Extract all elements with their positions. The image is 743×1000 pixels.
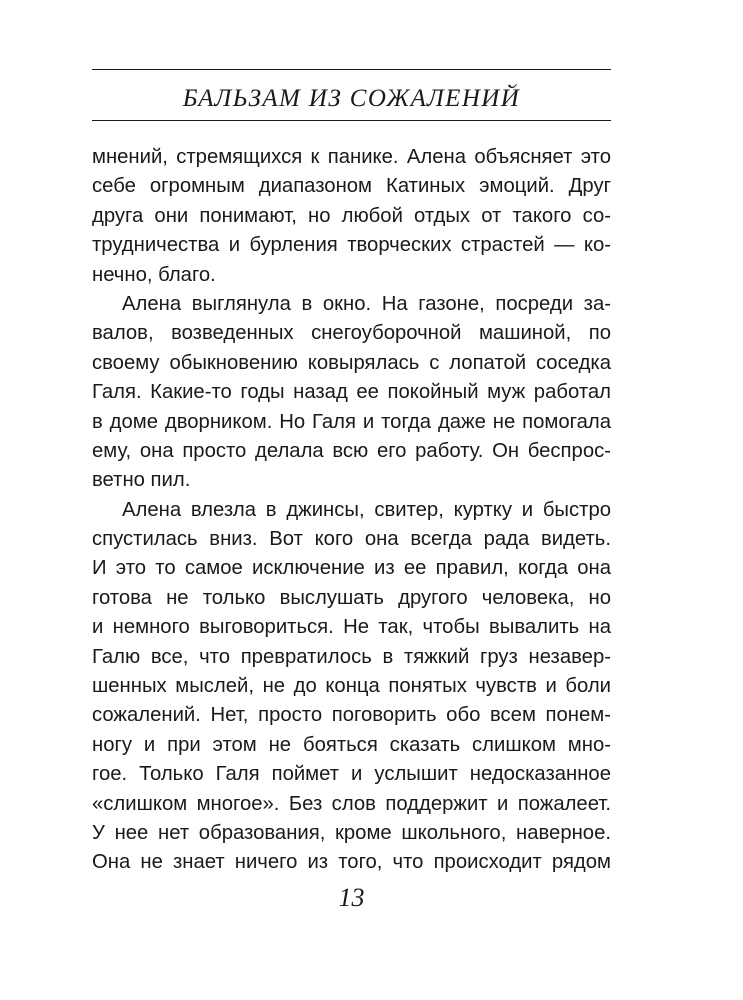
text-line: гое. Только Галя поймет и услышит недосказанное (92, 763, 611, 786)
text-line: шенных мыслей, не до конца понятых чувств и боли (92, 675, 611, 698)
header-rule-bottom (92, 120, 611, 121)
header-rule-top (92, 69, 611, 70)
body-text (92, 143, 611, 878)
text-line: в доме дворником. Но Галя и тогда даже не помогала (92, 410, 611, 433)
text-line: и немного выговориться. Не так, чтобы вывалить на (92, 616, 611, 639)
text-line: ему, она просто делала всю его работу. Он беспрос- (92, 439, 611, 462)
page-number: 13 (338, 883, 365, 912)
text-line: ногу и при этом не бояться сказать слишком мно- (92, 733, 611, 756)
text-line: Алена влезла в джинсы, свитер, куртку и быстро (122, 498, 611, 521)
text-line: себе огромным диапазоном Катиных эмоций. Друг (92, 175, 611, 198)
text-line: Галю все, что превратилось в тяжкий груз незавер- (92, 645, 611, 668)
text-line: Алена выглянула в окно. На газоне, посреди за- (122, 292, 611, 315)
text-line: нечно, благо. (92, 263, 216, 286)
text-line: Галя. Какие-то годы назад ее покойный муж работал (92, 381, 611, 404)
text-line: Она не знает ничего из того, что происходит рядом (92, 851, 611, 874)
text-line: трудничества и бурления творческих страстей — ко- (92, 234, 611, 257)
text-line: своему обыкновению ковырялась с лопатой соседка (92, 351, 611, 374)
text-line: сожалений. Нет, просто поговорить обо всем понем- (92, 704, 611, 727)
text-line: валов, возведенных снегоуборочной машиной, по (92, 322, 611, 345)
text-line: друга они понимают, но любой отдых от такого со- (92, 204, 611, 227)
text-line: У нее нет образования, кроме школьного, наверное. (92, 821, 611, 844)
text-line: «слишком многое». Без слов поддержит и пожалеет. (92, 792, 611, 815)
text-line: мнений, стремящихся к панике. Алена объясняет это (92, 146, 611, 168)
running-head-title: БАЛЬЗАМ ИЗ СОЖАЛЕНИЙ (182, 85, 521, 112)
text-line: спустилась вниз. Вот кого она всегда рада видеть. (92, 528, 611, 551)
text-line: готова не только выслушать другого человека, но (92, 586, 611, 609)
text-line: И это то самое исключение из ее правил, когда она (92, 557, 611, 580)
text-line: ветно пил. (92, 469, 191, 492)
